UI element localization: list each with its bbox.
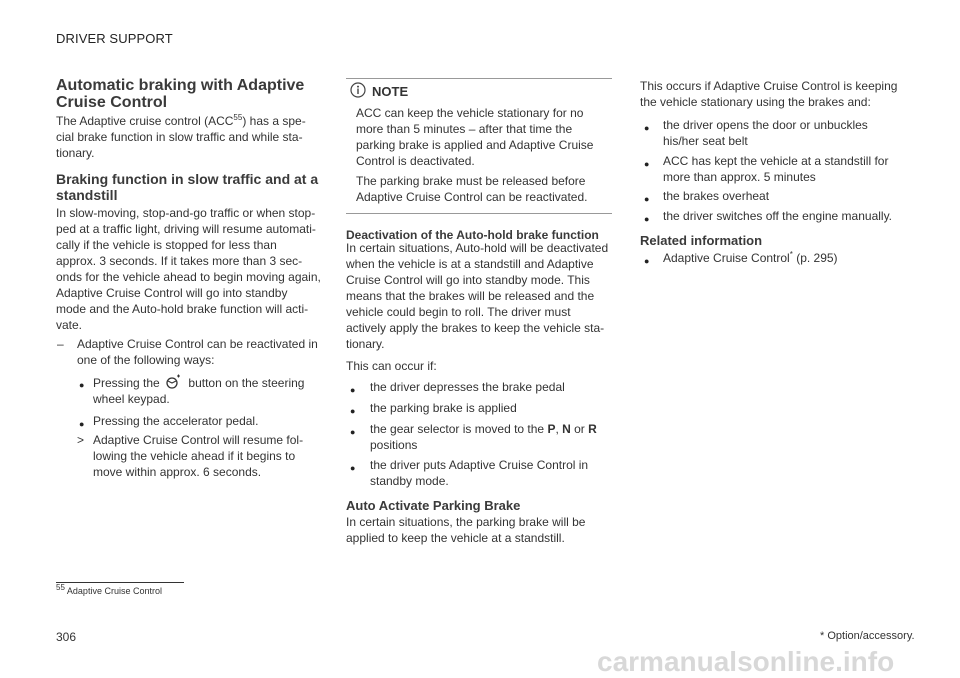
- sub-bullet-press-button: Pressing the button on the steering wheel keypad.: [93, 376, 305, 406]
- text-line: means that the brakes will be released and the: [346, 289, 595, 303]
- bullet-icon: ●: [644, 256, 650, 266]
- page-number: 306: [56, 630, 77, 644]
- text-line: more than 5 minutes – after that time the: [356, 122, 573, 136]
- text-line: vate.: [56, 318, 83, 332]
- step-marker: –: [57, 337, 64, 351]
- text-line: onds for the vehicle ahead to begin moving again,: [56, 270, 321, 284]
- bullet-icon: ●: [79, 380, 85, 390]
- heading-deactivation: Deactivation of the Auto-hold brake function: [346, 228, 599, 242]
- bullet-icon: ●: [79, 419, 85, 429]
- option-accessory-note: * Option/accessory.: [820, 630, 915, 642]
- bullet-icon: ●: [350, 463, 356, 473]
- note-box: [346, 78, 612, 214]
- bullet-door-seatbelt: the driver opens the door or unbuckles his/her seat belt: [663, 118, 868, 148]
- intro-paragraph: The Adaptive cruise control (ACC$^{55}$) has a spe- cial brake function in slow traffic and while sta- tionary.: [56, 113, 306, 160]
- info-icon: [350, 82, 366, 98]
- text-line: Cruise Control will go into standby mode. This: [346, 273, 590, 287]
- text-line: parking brake is applied and Adaptive Cruise: [356, 138, 594, 152]
- note-paragraph-1: [356, 105, 606, 169]
- heading-braking-function: Braking function in slow traffic and at a standstill: [56, 171, 319, 203]
- bullet-icon: ●: [644, 159, 650, 169]
- text-line: In slow-moving, stop-and-go traffic or when stop-: [56, 206, 316, 220]
- text-line: ACC can keep the vehicle stationary for no: [356, 106, 584, 120]
- text-line: In certain situations, Auto-hold will be deactivated: [346, 241, 609, 255]
- heading-auto-activate: Auto Activate Parking Brake: [346, 498, 521, 513]
- result-marker: >: [77, 433, 85, 447]
- footnote: $^{55}$ Adaptive Cruise Control: [56, 583, 162, 596]
- step-text: Adaptive Cruise Control can be reactivated in one of the following ways:: [77, 337, 318, 367]
- article-title: Automatic braking with Adaptive Cruise Control: [56, 77, 305, 111]
- text-line: vehicle could begin to roll. The driver must: [346, 305, 571, 319]
- bullet-icon: ●: [644, 194, 650, 204]
- section-title: DRIVER SUPPORT: [56, 31, 173, 46]
- deactivation-paragraph: [346, 240, 616, 352]
- bullet-brakes-overheat: the brakes overheat: [663, 189, 770, 203]
- bullet-engine-off: the driver switches off the engine manually.: [663, 209, 893, 223]
- text-line: ped at a traffic light, driving will resume automati-: [56, 222, 316, 236]
- related-link-acc[interactable]: Adaptive Cruise Control* (p. 295): [663, 250, 838, 265]
- bullet-acc-standstill: ACC has kept the vehicle at a standstill for more than approx. 5 minutes: [663, 154, 889, 184]
- bullet-brake-pedal: the driver depresses the brake pedal: [370, 380, 565, 394]
- text-line: actively apply the brakes to keep the vehicle sta-: [346, 321, 605, 335]
- bullet-gear-selector: the gear selector is moved to the P, N or R positions: [370, 422, 597, 452]
- footnote-ref[interactable]: 55: [233, 113, 243, 122]
- bullet-standby: the driver puts Adaptive Cruise Control in standby mode.: [370, 458, 589, 488]
- bullet-parking-brake: the parking brake is applied: [370, 401, 517, 415]
- bullet-icon: ●: [350, 406, 356, 416]
- text-line: Adaptive Cruise Control can be reactivated.: [356, 190, 588, 204]
- bullet-icon: ●: [644, 123, 650, 133]
- text-line: when the vehicle is at a standstill and Adaptive: [346, 257, 594, 271]
- auto-activate-paragraph: In certain situations, the parking brake will be applied to keep the vehicle at a standstill.: [346, 515, 586, 545]
- heading-related-information: Related information: [640, 233, 763, 248]
- col3-intro: This occurs if Adaptive Cruise Control is keeping the vehicle stationary using the brakes and:: [640, 79, 898, 109]
- text-line: cally if the vehicle is stopped for less than: [56, 238, 277, 252]
- steering-wheel-button-icon: [163, 374, 185, 388]
- braking-paragraph: [56, 205, 326, 333]
- text-line: The parking brake must be released before: [356, 174, 586, 188]
- occur-text: This can occur if:: [346, 359, 437, 373]
- text-line: tionary.: [346, 337, 385, 351]
- footnote-divider: [56, 582, 184, 583]
- text-line: approx. 3 seconds. If it takes more than 3 sec-: [56, 254, 303, 268]
- watermark: carmanualsonline.info: [597, 646, 895, 677]
- text-line: Control is deactivated.: [356, 154, 475, 168]
- text-line: mode and the Auto-hold brake function will acti-: [56, 302, 309, 316]
- note-title: NOTE: [372, 84, 409, 99]
- result-text: Adaptive Cruise Control will resume fol- lowing the vehicle ahead if it begins to move within approx. 6 seconds.: [93, 433, 304, 479]
- bullet-icon: ●: [350, 427, 356, 437]
- bullet-icon: ●: [644, 214, 650, 224]
- text-line: Adaptive Cruise Control will go into standby: [56, 286, 288, 300]
- bullet-icon: ●: [350, 385, 356, 395]
- sub-bullet-accelerator: Pressing the accelerator pedal.: [93, 414, 259, 428]
- note-paragraph-2: [356, 173, 606, 205]
